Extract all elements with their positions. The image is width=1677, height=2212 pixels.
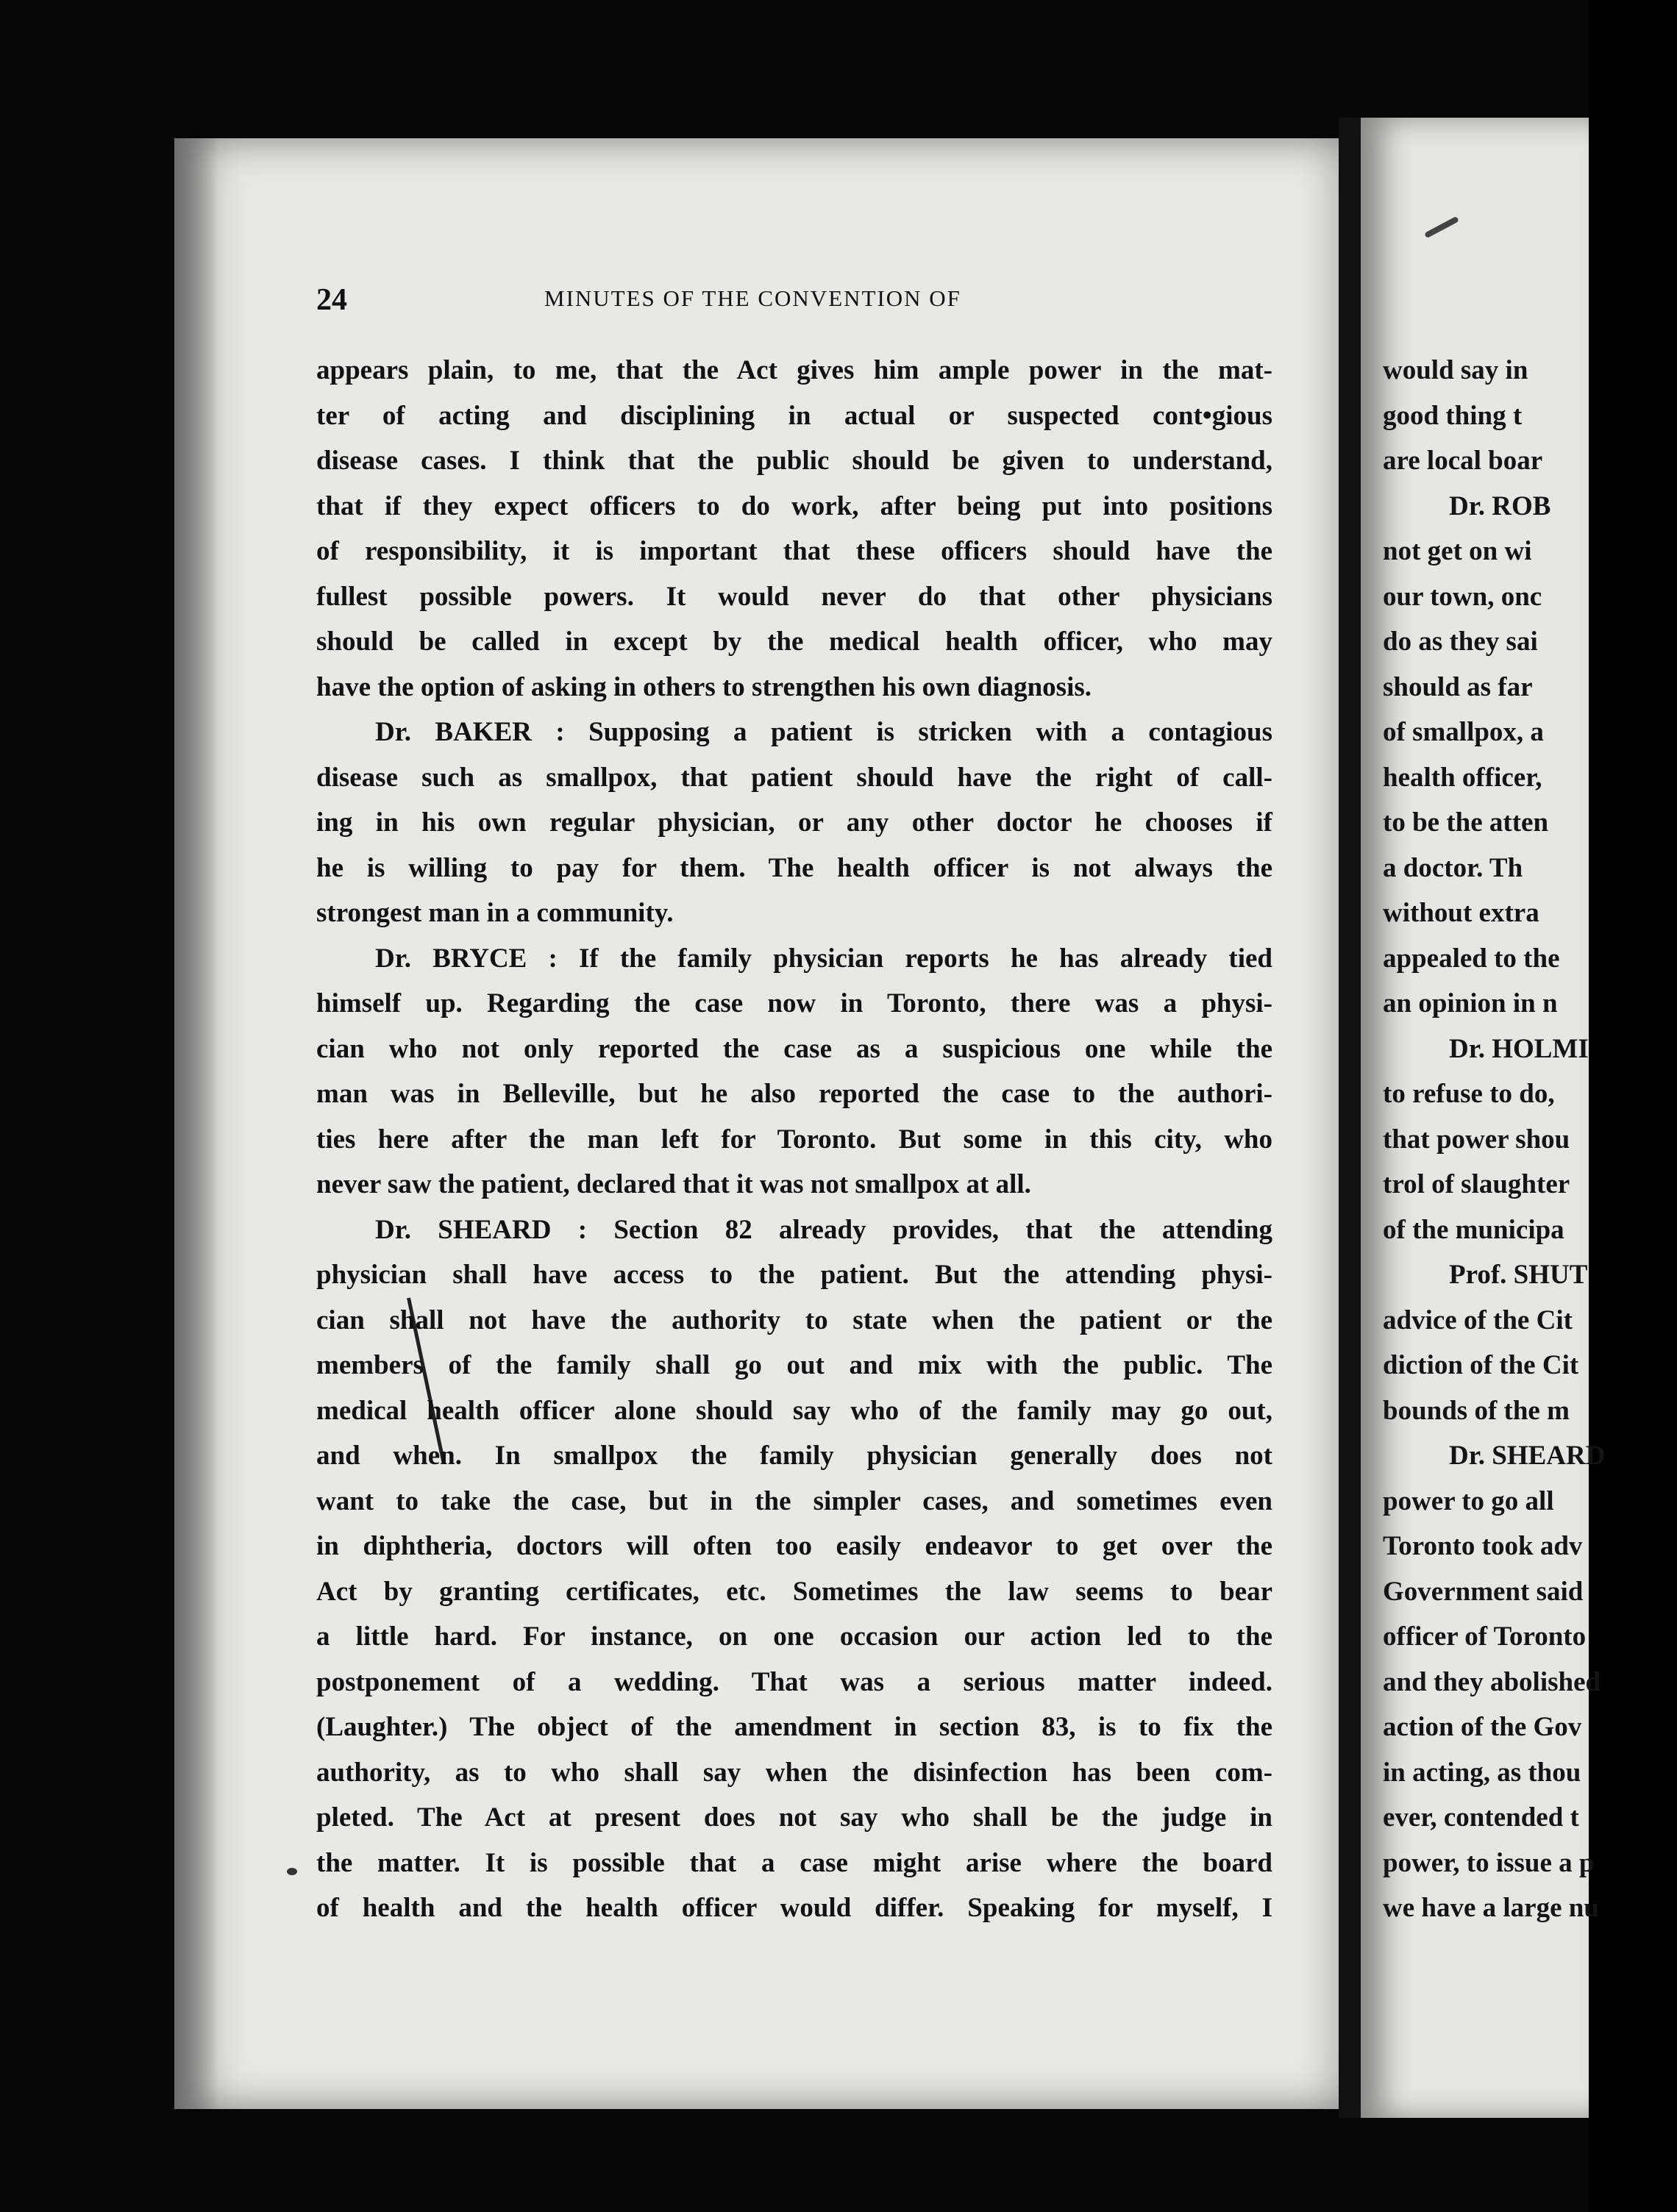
text-line: health officer, [1383, 762, 1542, 793]
text-line-speaker: Prof. SHUT [1449, 1260, 1588, 1290]
text-line: advice of the Cit [1383, 1305, 1573, 1335]
text-line: of health and the health officer would differ. Speaking for myself, I [316, 1893, 1272, 1923]
text-line: a doctor. Th [1383, 852, 1523, 883]
text-line: in acting, as thou [1383, 1757, 1581, 1788]
text-line: would say in [1383, 355, 1528, 385]
text-line-speaker: Dr. ROB [1449, 490, 1551, 521]
text-line: disease cases. I think that the public should be given to understand, [316, 446, 1272, 476]
text-line: of smallpox, a [1383, 717, 1544, 747]
text-line: of the municipa [1383, 1214, 1564, 1245]
text-line: himself up. Regarding the case now in Toronto, there was a physi- [316, 988, 1272, 1018]
text-line: strongest man in a community. [316, 898, 674, 928]
text-line: cian shall not have the authority to state when the patient or the [316, 1305, 1272, 1335]
text-line: do as they sai [1383, 627, 1538, 657]
text-line-speaker-baker: Dr. BAKER : Supposing a patient is stricken with a contagious [375, 717, 1272, 747]
running-head: MINUTES OF THE CONVENTION OF [544, 285, 961, 311]
text-line: the matter. It is possible that a case might arise where the board [316, 1847, 1272, 1878]
text-line: and they abolished [1383, 1666, 1601, 1697]
text-line: trol of slaughter [1383, 1169, 1570, 1199]
text-line: physician shall have access to the patient. But the attending physi- [316, 1260, 1272, 1290]
text-line-speaker-bryce: Dr. BRYCE : If the family physician reports he has already tied [375, 943, 1272, 974]
text-line-speaker: Dr. HOLMI [1449, 1033, 1589, 1064]
text-line: to refuse to do, [1383, 1079, 1555, 1109]
text-line: a little hard. For instance, on one occasion our action led to the [316, 1621, 1272, 1652]
text-line: members of the family shall go out and mix with the public. The [316, 1350, 1272, 1380]
text-line: (Laughter.) The object of the amendment in section 83, is to fix the [316, 1712, 1272, 1742]
text-line: of responsibility, it is important that these officers should have the [316, 536, 1272, 566]
text-line: our town, onc [1383, 581, 1542, 612]
left-page-binding-shadow [174, 138, 218, 2109]
text-line: officer of Toronto [1383, 1621, 1587, 1652]
text-line: are local boar [1383, 446, 1543, 476]
text-line: not get on wi [1383, 536, 1532, 566]
text-line: and when. In smallpox the family physician generally does not [316, 1441, 1272, 1471]
text-line: Toronto took adv [1383, 1531, 1583, 1561]
text-line: should be called in except by the medical health officer, who may [316, 627, 1272, 657]
text-line: appears plain, to me, that the Act gives him ample power in the mat- [316, 355, 1272, 385]
text-line: ties here after the man left for Toronto. But some in this city, who [316, 1124, 1272, 1155]
text-line: want to take the case, but in the simpler cases, and sometimes even [316, 1485, 1272, 1516]
book-gutter [1339, 118, 1361, 2118]
text-line: without extra [1383, 898, 1539, 928]
page-number: 24 [316, 283, 347, 317]
text-line: action of the Gov [1383, 1712, 1582, 1742]
text-line: Government said [1383, 1576, 1584, 1607]
text-line: ter of acting and disciplining in actual or suspected cont•gious [316, 400, 1272, 431]
text-line: fullest possible powers. It would never do that other physicians [316, 581, 1272, 612]
right-column-text [1383, 348, 1677, 1931]
text-line: Act by granting certificates, etc. Sometimes the law seems to bear [316, 1576, 1272, 1607]
text-line: power to go all [1383, 1485, 1554, 1516]
text-line: power, to issue a p [1383, 1847, 1595, 1878]
text-line: man was in Belleville, but he also reported the case to the authori- [316, 1079, 1272, 1109]
text-line-speaker-sheard: Dr. SHEARD : Section 82 already provides, that the attending [375, 1214, 1272, 1245]
left-column-text [316, 348, 1272, 1931]
text-line: disease such as smallpox, that patient should have the right of call- [316, 762, 1272, 793]
text-line: never saw the patient, declared that it was not smallpox at all. [316, 1169, 1031, 1199]
text-line: in diphtheria, doctors will often too easily endeavor to get over the [316, 1531, 1272, 1561]
text-line: an opinion in n [1383, 988, 1558, 1018]
text-line: should as far [1383, 671, 1533, 702]
text-line: diction of the Cit [1383, 1350, 1579, 1380]
text-line-speaker: Dr. SHEARD [1449, 1441, 1606, 1471]
page-header [316, 285, 1272, 315]
text-line: bounds of the m [1383, 1395, 1570, 1426]
text-line: to be the atten [1383, 807, 1549, 838]
text-line: ever, contended t [1383, 1802, 1579, 1833]
text-line: medical health officer alone should say who of the family may go out, [316, 1395, 1272, 1426]
text-line: he is willing to pay for them. The health officer is not always the [316, 852, 1272, 883]
text-line: ing in his own regular physician, or any other doctor he chooses if [316, 807, 1272, 838]
text-line: that if they expect officers to do work, after being put into positions [316, 490, 1272, 521]
scan-speck [287, 1868, 297, 1875]
text-line: postponement of a wedding. That was a serious matter indeed. [316, 1666, 1272, 1697]
text-line: appealed to the [1383, 943, 1560, 974]
text-line: have the option of asking in others to strengthen his own diagnosis. [316, 671, 1092, 702]
text-line: pleted. The Act at present does not say who shall be the judge in [316, 1802, 1272, 1833]
text-line: good thing t [1383, 400, 1523, 431]
text-line: we have a large nu [1383, 1893, 1599, 1923]
text-line: cian who not only reported the case as a suspicious one while the [316, 1033, 1272, 1064]
text-line: that power shou [1383, 1124, 1570, 1155]
text-line: authority, as to who shall say when the disinfection has been com- [316, 1757, 1272, 1788]
